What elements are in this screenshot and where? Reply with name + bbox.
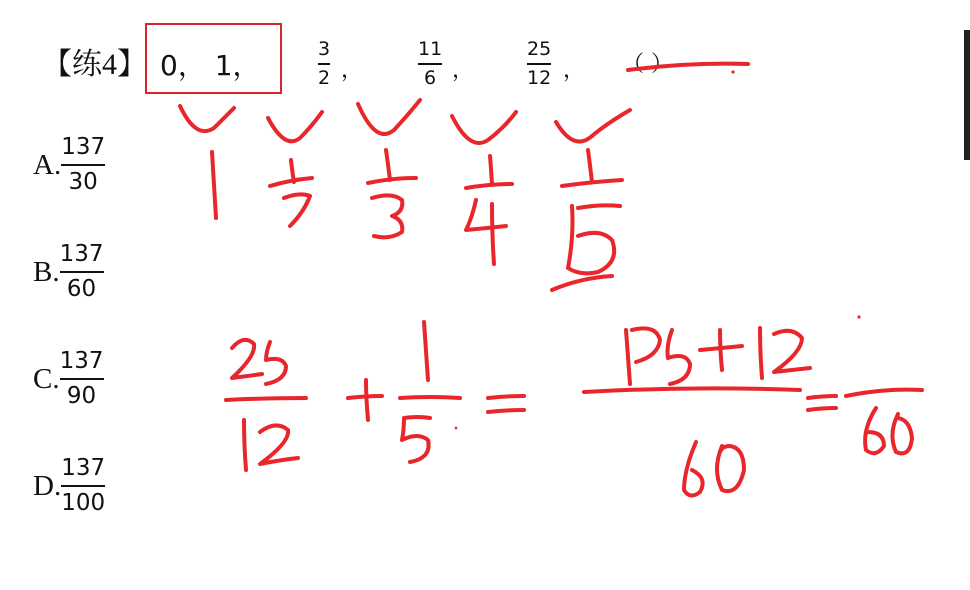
ink-dot: [857, 315, 860, 318]
option-denominator: 90: [66, 383, 97, 409]
fraction-bar: [418, 63, 442, 65]
equation-result-bar: [846, 390, 922, 396]
option-numerator: 137: [61, 455, 106, 481]
fraction-bar: [527, 63, 551, 65]
problem-label: 【练4】: [42, 48, 147, 81]
edge-shadow: [964, 30, 970, 160]
difference-arc: [452, 112, 516, 143]
option-letter: C.: [33, 362, 60, 395]
equation-combined-numerator: [626, 328, 810, 384]
difference-arc: [180, 106, 234, 131]
sequence-term-numerator: 3: [318, 38, 331, 60]
equation-left-bar: [226, 398, 306, 400]
fraction-bar: [60, 271, 104, 273]
sequence-term-denominator: 12: [527, 67, 552, 89]
option-numerator: 137: [59, 348, 104, 374]
sequence-term-25-12: [527, 40, 551, 88]
difference-arc: [268, 112, 322, 141]
option-denominator: 30: [68, 169, 98, 195]
sequence-term-numerator: 25: [527, 38, 552, 60]
sequence-separator: ，: [563, 58, 586, 83]
difference-third: [368, 150, 416, 237]
option-letter: B.: [33, 255, 60, 288]
sequence-term-denominator: 6: [424, 67, 437, 89]
equation-plus: [348, 380, 382, 420]
equation-combined-denominator: [684, 442, 744, 496]
option-fraction: [60, 350, 104, 408]
fraction-bar: [61, 485, 105, 487]
sequence-term-11-6: [418, 40, 442, 88]
boxed-terms: 0， 1，: [160, 49, 261, 82]
equation-combined-bar: [584, 388, 800, 392]
option-fraction: [61, 136, 105, 194]
ink-dot: [731, 70, 734, 73]
option-denominator: 100: [61, 490, 106, 516]
option-letter: A.: [33, 148, 62, 181]
sequence-term-denominator: 2: [318, 67, 331, 89]
option-numerator: 137: [59, 241, 104, 267]
difference-arc: [556, 110, 630, 142]
equation-right-denominator: [402, 417, 430, 462]
option-fraction: [61, 457, 105, 515]
sequence-separator: ，: [452, 58, 475, 83]
difference-one: [212, 152, 216, 218]
option-denominator: 60: [66, 276, 97, 302]
option-c[interactable]: [33, 350, 104, 408]
equation-result-equals: [808, 396, 836, 410]
answer-blank: （ ）: [622, 52, 673, 77]
equation-result-denominator: [865, 408, 912, 453]
ink-dot: [455, 427, 458, 430]
equation-left-denominator: [244, 420, 298, 470]
sequence-separator: ，: [341, 58, 364, 83]
option-b[interactable]: [33, 243, 104, 301]
difference-arc: [358, 100, 420, 134]
fraction-bar: [61, 164, 105, 166]
sequence-term-3-2: [318, 40, 330, 88]
equation-right-bar: [400, 397, 460, 398]
equation-equals: [488, 396, 524, 412]
difference-fifth: [552, 150, 622, 290]
option-d[interactable]: [33, 457, 105, 515]
equation-left-numerator: [232, 340, 286, 384]
option-fraction: [60, 243, 104, 301]
equation-right-numerator: [424, 322, 428, 380]
option-numerator: 137: [61, 134, 106, 160]
option-letter: D.: [33, 469, 62, 502]
difference-quarter: [466, 156, 512, 264]
fraction-bar: [60, 378, 104, 380]
option-a[interactable]: [33, 136, 105, 194]
fraction-bar: [318, 63, 330, 65]
difference-half: [270, 160, 312, 226]
sequence-term-numerator: 11: [418, 38, 443, 60]
